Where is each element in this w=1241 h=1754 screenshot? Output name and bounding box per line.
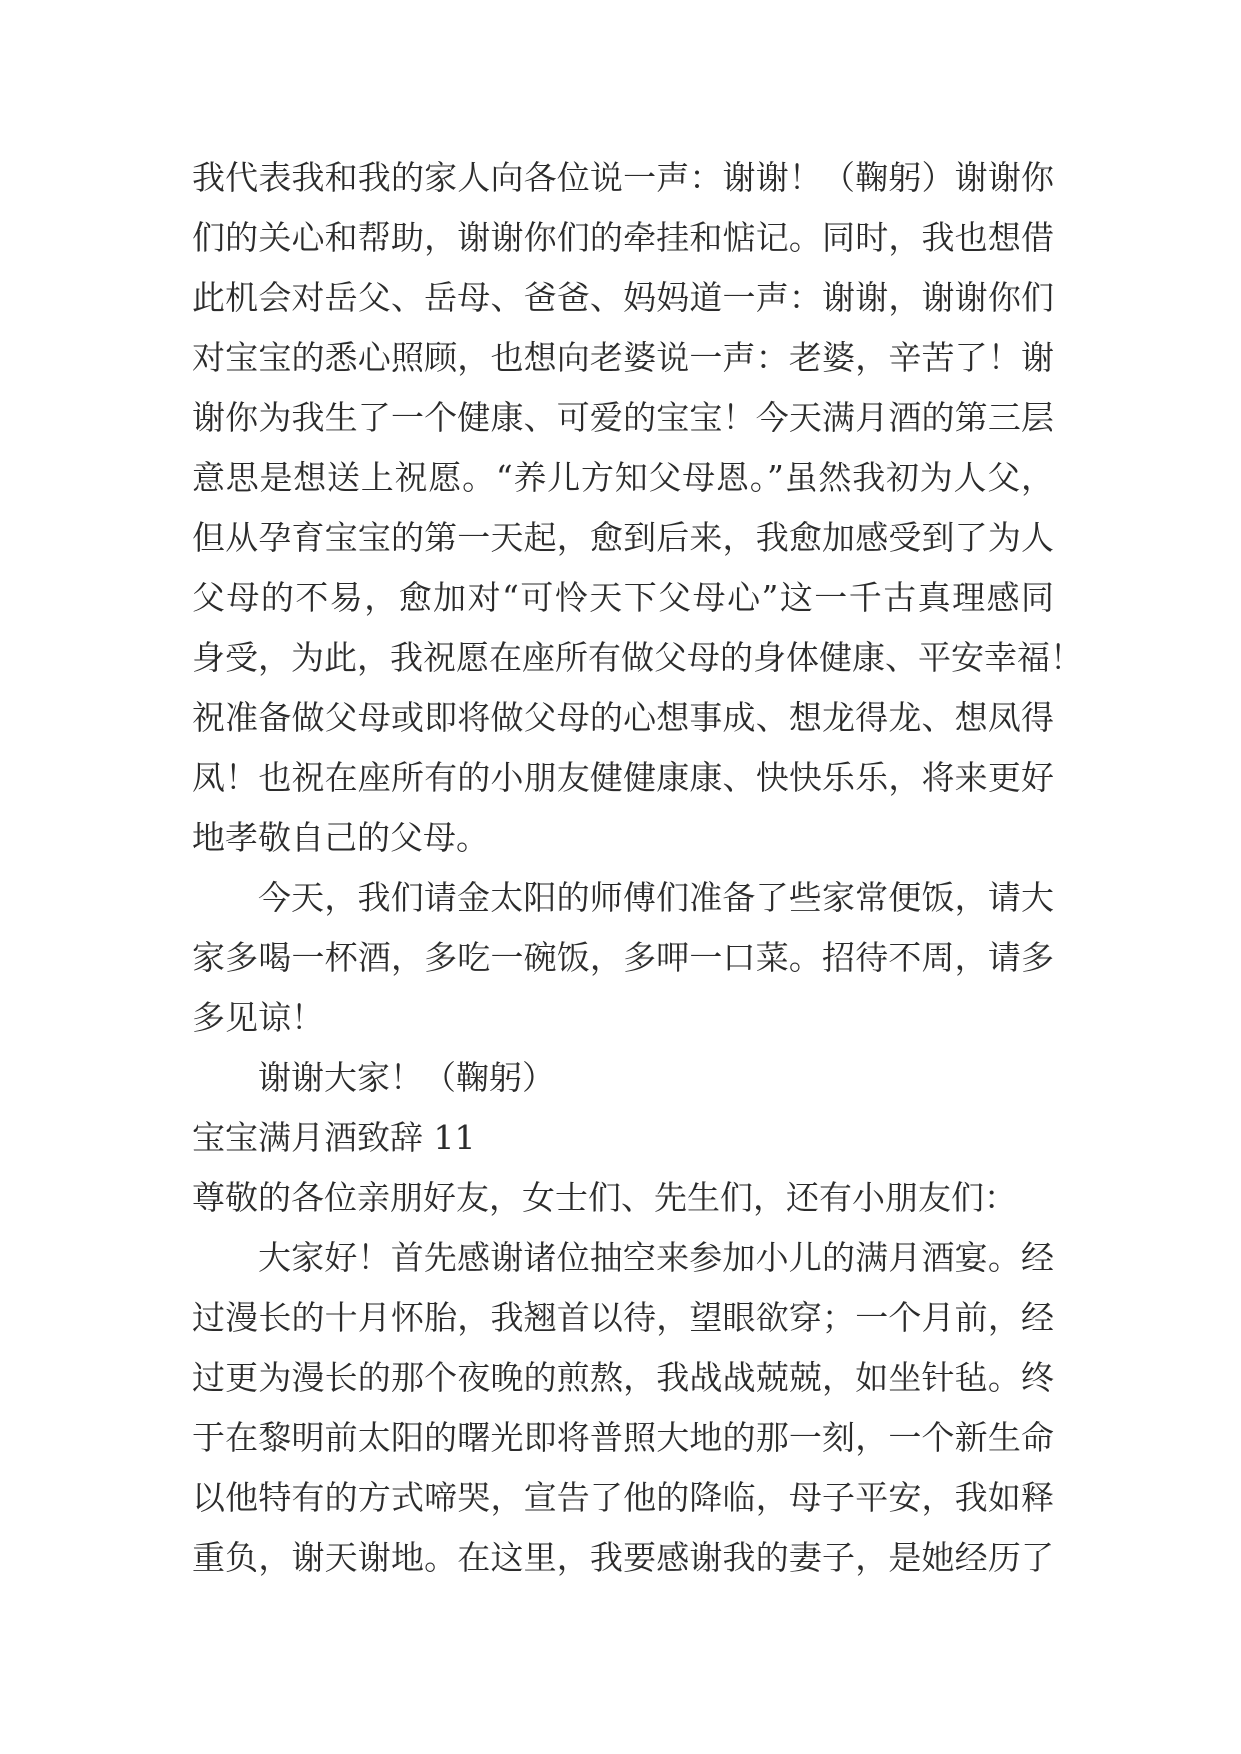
text-line: 们的关心和帮助，谢谢你们的牵挂和惦记。同时，我也想借	[192, 218, 1054, 257]
paragraph-end-line: 多见谅！	[192, 998, 324, 1037]
paragraph-end-line: 地孝敬自己的父母。	[192, 818, 489, 857]
text-line: 此机会对岳父、岳母、爸爸、妈妈道一声：谢谢，谢谢你们	[192, 278, 1054, 317]
text-line: 祝准备做父母或即将做父母的心想事成、想龙得龙、想凤得	[192, 698, 1054, 737]
salutation-line: 尊敬的各位亲朋好友，女士们、先生们，还有小朋友们：	[192, 1178, 1017, 1217]
text-line: 身受，为此，我祝愿在座所有做父母的身体健康、平安幸福！	[192, 638, 1083, 677]
text-line: 以他特有的方式啼哭，宣告了他的降临，母子平安，我如释	[192, 1478, 1054, 1517]
text-line: 凤！也祝在座所有的小朋友健健康康、快快乐乐，将来更好	[192, 758, 1054, 797]
text-line: 家多喝一杯酒，多吃一碗饭，多呷一口菜。招待不周，请多	[192, 938, 1054, 977]
paragraph-start-line: 今天，我们请金太阳的师傅们准备了些家常便饭，请大	[258, 878, 1054, 917]
text-line: 我代表我和我的家人向各位说一声：谢谢！（鞠躬）谢谢你	[192, 158, 1054, 197]
section-heading: 宝宝满月酒致辞 11	[192, 1118, 476, 1157]
document-body	[192, 148, 1083, 1588]
text-line: 于在黎明前太阳的曙光即将普照大地的那一刻，一个新生命	[192, 1418, 1054, 1457]
text-line: 意思是想送上祝愿。“养儿方知父母恩。”虽然我初为人父，	[192, 458, 1054, 497]
paragraph-start-line: 大家好！首先感谢诸位抽空来参加小儿的满月酒宴。经	[258, 1238, 1054, 1277]
text-line: 父母的不易，愈加对“可怜天下父母心”这一千古真理感同	[192, 578, 1054, 617]
text-line: 过漫长的十月怀胎，我翘首以待，望眼欲穿；一个月前，经	[192, 1298, 1054, 1337]
text-line: 但从孕育宝宝的第一天起，愈到后来，我愈加感受到了为人	[192, 518, 1054, 557]
text-line: 过更为漫长的那个夜晚的煎熬，我战战兢兢，如坐针毡。终	[192, 1358, 1054, 1397]
text-line: 重负，谢天谢地。在这里，我要感谢我的妻子，是她经历了	[192, 1538, 1054, 1577]
text-line: 谢你为我生了一个健康、可爱的宝宝！今天满月酒的第三层	[192, 398, 1054, 437]
closing-thanks-line: 谢谢大家！（鞠躬）	[258, 1058, 555, 1097]
text-line: 对宝宝的悉心照顾，也想向老婆说一声：老婆，辛苦了！谢	[192, 338, 1054, 377]
